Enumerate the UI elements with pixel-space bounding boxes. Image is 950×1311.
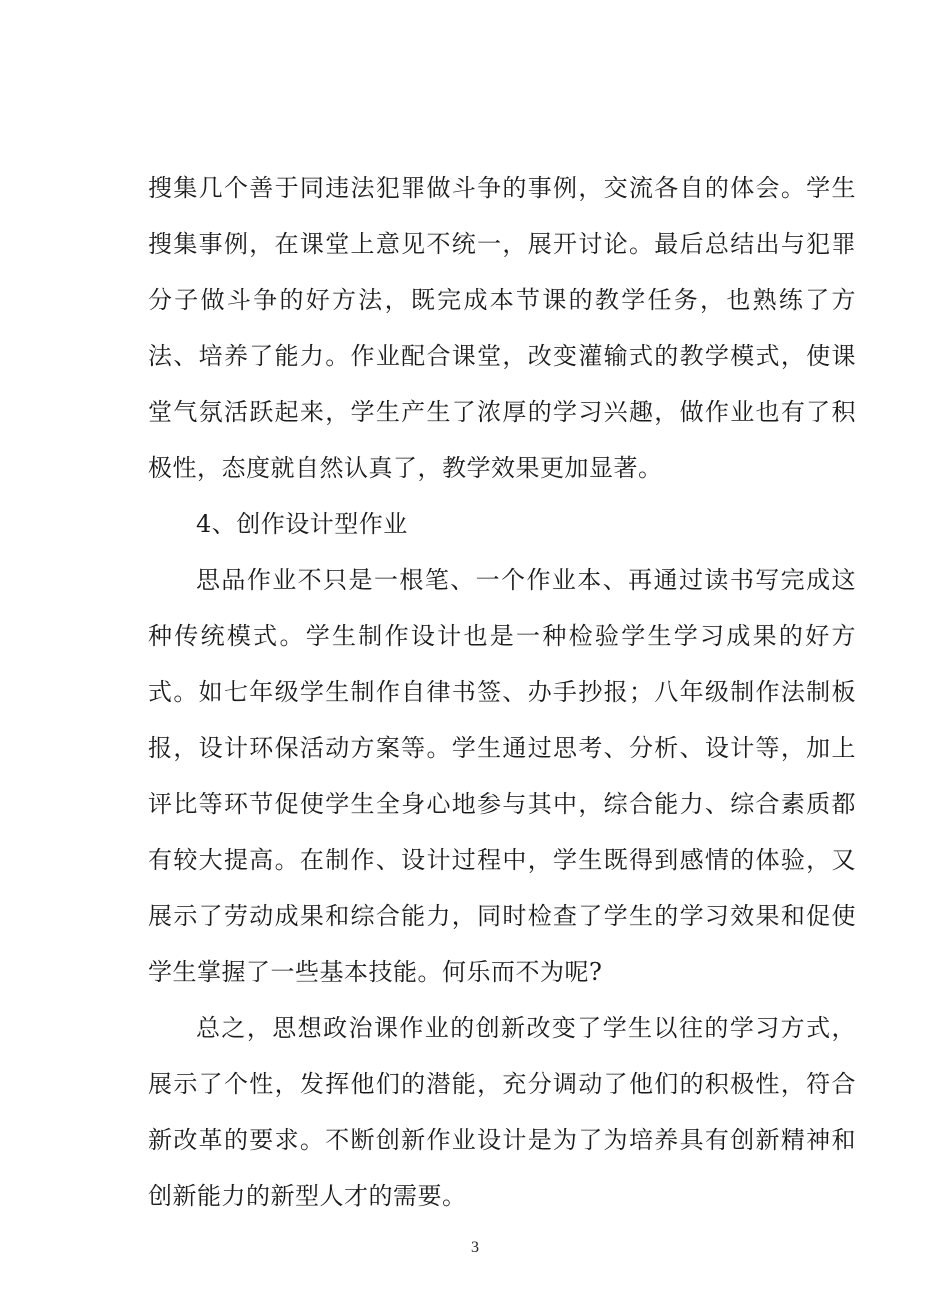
paragraph-creative-design-homework: 思品作业不只是一根笔、一个作业本、再通过读书写完成这种传统模式。学生制作设计也是一种检验学生学习成果的好方式。如七年级学生制作自律书签、办手抄报；八年级制作法制板报，设计环保活动方案等。学生通过思考、分析、设计等，加上评比等环节促使学生全身心地参与其中，综合能力、综合素质都有较大提高。在制作、设计过程中，学生既得到感情的体验，又展示了劳动成果和综合能力，同时检查了学生的学习效果和促使学生掌握了一些基本技能。何乐而不为呢? xyxy=(148,566,856,986)
document-body xyxy=(148,160,856,1224)
paragraph-conclusion: 总之，思想政治课作业的创新改变了学生以往的学习方式，展示了个性，发挥他们的潜能，充分调动了他们的积极性，符合新改革的要求。不断创新作业设计是为了为培养具有创新精神和创新能力的新型人才的需要。 xyxy=(148,1014,856,1210)
section-heading-creative-design-homework: 4、创作设计型作业 xyxy=(196,510,408,538)
page-number: 3 xyxy=(471,1239,479,1256)
paragraph-continued-case-study: 搜集几个善于同违法犯罪做斗争的事例，交流各自的体会。学生搜集事例，在课堂上意见不统一，展开讨论。最后总结出与犯罪分子做斗争的好方法，既完成本节课的教学任务，也熟练了方法、培养了能力。作业配合课堂，改变灌输式的教学模式，使课堂气氛活跃起来，学生产生了浓厚的学习兴趣，做作业也有了积极性，态度就自然认真了，教学效果更加显著。 xyxy=(148,174,856,482)
